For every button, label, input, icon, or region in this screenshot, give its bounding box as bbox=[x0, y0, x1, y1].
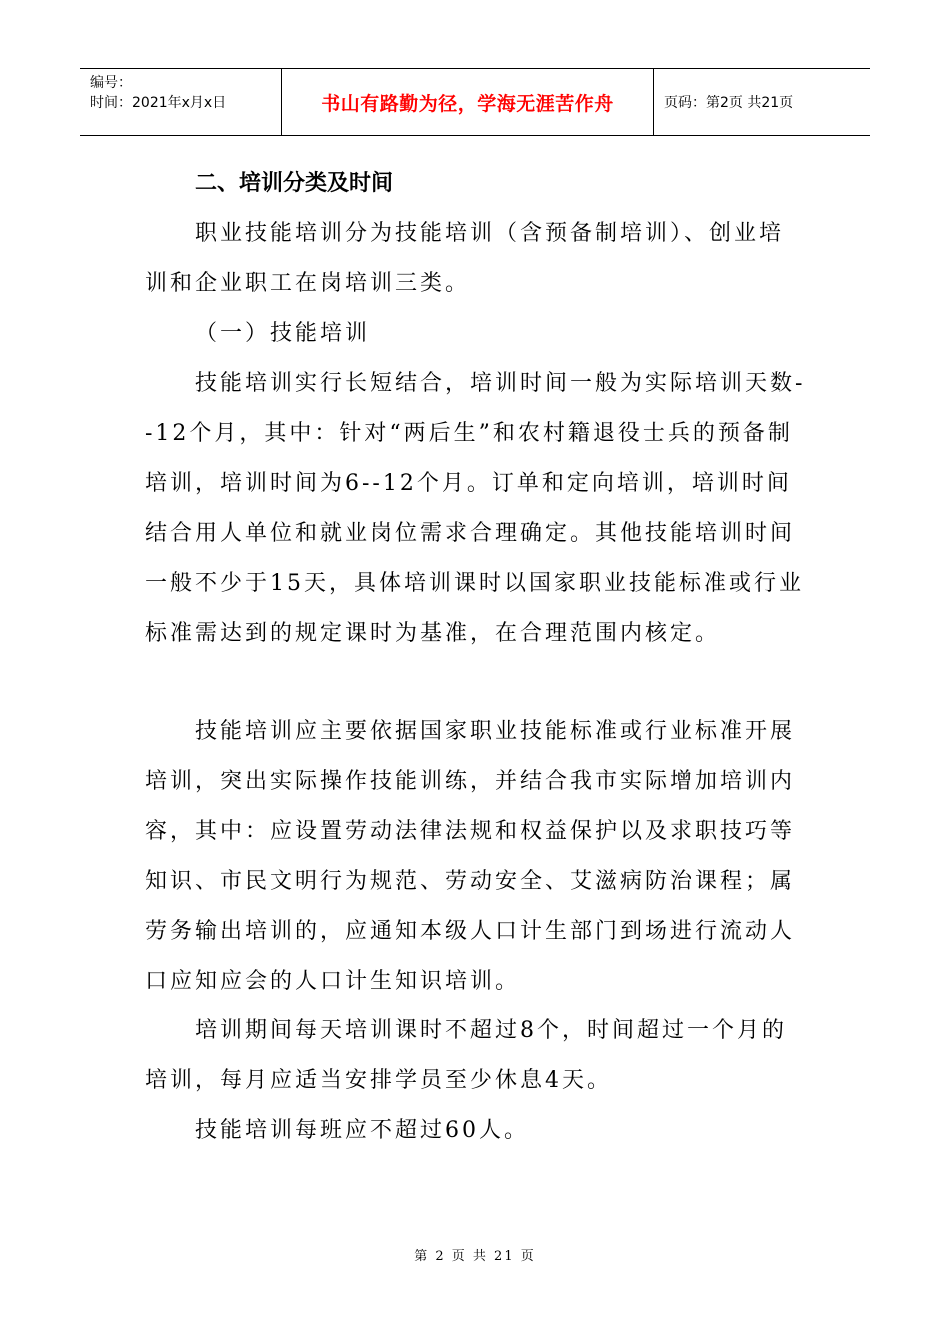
paragraph-content: 技能培训应主要依据国家职业技能标准或行业标准开展培训，突出实际操作技能训练，并结合我市实际增加培训内容，其中：应设置劳动法律法规和权益保护以及求职技巧等知识、市民文明行为规范、劳动安全、艾滋病防治课程；属劳务输出培训的，应通知本级人口计生部门到场进行流动人口应知应会的人口计生知识培训。 bbox=[145, 719, 796, 994]
document-number-label: 编号： bbox=[90, 75, 132, 91]
header-meta bbox=[80, 69, 282, 135]
header-motto bbox=[282, 69, 654, 135]
document-date: 时间：2021年x月x日 bbox=[90, 95, 227, 111]
paragraph-duration: 技能培训实行长短结合，培训时间一般为实际培训天数--12个月，其中：针对“两后生”和农村籍退役士兵的预备制培训，培训时间为6--12个月。订单和定向培训，培训时间结合用人单位和就业岗位需求合理确定。其他技能培训时间一般不少于15天，具体培训课时以国家职业技能标准或行业标准需达到的规定课时为基准，在合理范围内核定。 bbox=[145, 371, 806, 646]
paragraph-hours: 培训期间每天培训课时不超过8个，时间超过一个月的培训，每月应适当安排学员至少休息4天。 bbox=[145, 1018, 787, 1093]
section-title: 二、培训分类及时间 bbox=[195, 171, 394, 196]
paragraph-class-size: 技能培训每班应不超过60人。 bbox=[195, 1118, 529, 1143]
paragraph-intro: 职业技能培训分为技能培训（含预备制培训）、创业培训和企业职工在岗培训三类。 bbox=[145, 221, 785, 296]
page-info-text: 页码：第2页 共21页 bbox=[664, 95, 794, 111]
subsection-title: （一）技能培训 bbox=[195, 321, 371, 346]
header-page-info bbox=[654, 69, 870, 135]
page-header bbox=[80, 68, 870, 136]
motto-text: 书山有路勤为径，学海无涯苦作舟 bbox=[321, 92, 614, 115]
page-footer: 第 2 页 共 21 页 bbox=[414, 1249, 536, 1264]
